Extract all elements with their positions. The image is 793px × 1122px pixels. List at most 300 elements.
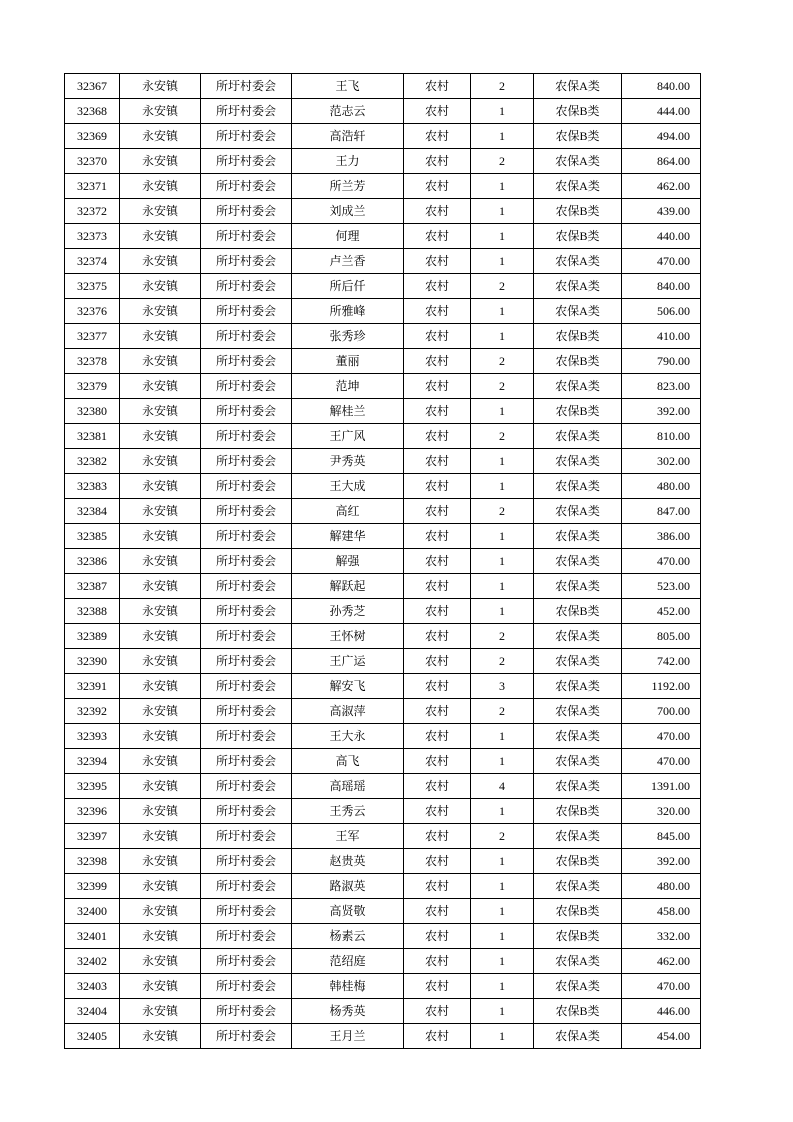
cell-count: 1 (471, 124, 534, 149)
cell-count: 4 (471, 774, 534, 799)
cell-amount: 1192.00 (622, 674, 701, 699)
table-row (65, 124, 701, 149)
cell-id: 32388 (65, 599, 120, 624)
cell-amount: 470.00 (622, 974, 701, 999)
cell-residence: 农村 (404, 199, 471, 224)
cell-amount: 845.00 (622, 824, 701, 849)
cell-town: 永安镇 (120, 299, 201, 324)
cell-town: 永安镇 (120, 849, 201, 874)
cell-village: 所圩村委会 (201, 149, 292, 174)
cell-town: 永安镇 (120, 824, 201, 849)
cell-town: 永安镇 (120, 874, 201, 899)
cell-residence: 农村 (404, 474, 471, 499)
cell-id: 32377 (65, 324, 120, 349)
cell-category: 农保A类 (534, 249, 622, 274)
cell-village: 所圩村委会 (201, 74, 292, 99)
table-row (65, 574, 701, 599)
cell-name: 杨素云 (292, 924, 404, 949)
table-row (65, 324, 701, 349)
cell-category: 农保A类 (534, 374, 622, 399)
table-row (65, 899, 701, 924)
cell-id: 32371 (65, 174, 120, 199)
cell-village: 所圩村委会 (201, 374, 292, 399)
cell-id: 32372 (65, 199, 120, 224)
cell-name: 解安飞 (292, 674, 404, 699)
cell-count: 2 (471, 624, 534, 649)
cell-id: 32380 (65, 399, 120, 424)
cell-name: 范坤 (292, 374, 404, 399)
table-row (65, 524, 701, 549)
cell-residence: 农村 (404, 424, 471, 449)
cell-residence: 农村 (404, 274, 471, 299)
cell-village: 所圩村委会 (201, 199, 292, 224)
cell-count: 1 (471, 799, 534, 824)
cell-residence: 农村 (404, 574, 471, 599)
cell-category: 农保B类 (534, 224, 622, 249)
cell-count: 1 (471, 524, 534, 549)
cell-category: 农保A类 (534, 449, 622, 474)
cell-amount: 386.00 (622, 524, 701, 549)
cell-id: 32379 (65, 374, 120, 399)
cell-residence: 农村 (404, 674, 471, 699)
cell-id: 32367 (65, 74, 120, 99)
cell-residence: 农村 (404, 724, 471, 749)
cell-amount: 454.00 (622, 1024, 701, 1049)
cell-village: 所圩村委会 (201, 949, 292, 974)
cell-town: 永安镇 (120, 124, 201, 149)
cell-village: 所圩村委会 (201, 849, 292, 874)
cell-id: 32399 (65, 874, 120, 899)
cell-village: 所圩村委会 (201, 774, 292, 799)
cell-name: 高贤敬 (292, 899, 404, 924)
cell-category: 农保A类 (534, 724, 622, 749)
cell-count: 1 (471, 849, 534, 874)
cell-residence: 农村 (404, 799, 471, 824)
cell-count: 1 (471, 474, 534, 499)
cell-id: 32405 (65, 1024, 120, 1049)
cell-category: 农保A类 (534, 699, 622, 724)
cell-town: 永安镇 (120, 924, 201, 949)
cell-id: 32400 (65, 899, 120, 924)
cell-name: 范绍庭 (292, 949, 404, 974)
cell-amount: 700.00 (622, 699, 701, 724)
cell-count: 2 (471, 74, 534, 99)
cell-count: 2 (471, 699, 534, 724)
cell-category: 农保A类 (534, 574, 622, 599)
cell-residence: 农村 (404, 449, 471, 474)
cell-residence: 农村 (404, 149, 471, 174)
cell-town: 永安镇 (120, 74, 201, 99)
cell-category: 农保A类 (534, 474, 622, 499)
cell-name: 解桂兰 (292, 399, 404, 424)
cell-name: 王秀云 (292, 799, 404, 824)
cell-village: 所圩村委会 (201, 699, 292, 724)
cell-residence: 农村 (404, 174, 471, 199)
cell-residence: 农村 (404, 749, 471, 774)
cell-count: 1 (471, 199, 534, 224)
cell-count: 1 (471, 749, 534, 774)
cell-category: 农保B类 (534, 399, 622, 424)
cell-amount: 480.00 (622, 874, 701, 899)
cell-village: 所圩村委会 (201, 1024, 292, 1049)
cell-category: 农保A类 (534, 299, 622, 324)
table-row (65, 799, 701, 824)
cell-name: 王怀树 (292, 624, 404, 649)
cell-town: 永安镇 (120, 649, 201, 674)
cell-count: 1 (471, 949, 534, 974)
table-row (65, 674, 701, 699)
cell-amount: 446.00 (622, 999, 701, 1024)
cell-name: 何理 (292, 224, 404, 249)
cell-residence: 农村 (404, 224, 471, 249)
cell-id: 32386 (65, 549, 120, 574)
cell-town: 永安镇 (120, 249, 201, 274)
cell-id: 32382 (65, 449, 120, 474)
cell-amount: 320.00 (622, 799, 701, 824)
cell-id: 32395 (65, 774, 120, 799)
cell-count: 1 (471, 99, 534, 124)
cell-name: 高浩轩 (292, 124, 404, 149)
cell-count: 1 (471, 599, 534, 624)
table-row (65, 649, 701, 674)
cell-name: 高飞 (292, 749, 404, 774)
cell-village: 所圩村委会 (201, 899, 292, 924)
cell-amount: 462.00 (622, 174, 701, 199)
cell-amount: 444.00 (622, 99, 701, 124)
cell-name: 路淑英 (292, 874, 404, 899)
cell-category: 农保B类 (534, 99, 622, 124)
cell-name: 王力 (292, 149, 404, 174)
cell-category: 农保A类 (534, 424, 622, 449)
cell-count: 1 (471, 974, 534, 999)
cell-category: 农保B类 (534, 924, 622, 949)
cell-category: 农保A类 (534, 624, 622, 649)
cell-count: 2 (471, 499, 534, 524)
cell-town: 永安镇 (120, 374, 201, 399)
cell-town: 永安镇 (120, 624, 201, 649)
cell-residence: 农村 (404, 549, 471, 574)
cell-id: 32391 (65, 674, 120, 699)
cell-category: 农保A类 (534, 499, 622, 524)
table-row (65, 174, 701, 199)
table-row (65, 499, 701, 524)
cell-village: 所圩村委会 (201, 724, 292, 749)
cell-amount: 742.00 (622, 649, 701, 674)
cell-village: 所圩村委会 (201, 749, 292, 774)
cell-town: 永安镇 (120, 999, 201, 1024)
cell-village: 所圩村委会 (201, 224, 292, 249)
cell-town: 永安镇 (120, 399, 201, 424)
cell-village: 所圩村委会 (201, 524, 292, 549)
cell-residence: 农村 (404, 524, 471, 549)
cell-amount: 480.00 (622, 474, 701, 499)
cell-name: 赵贵英 (292, 849, 404, 874)
cell-id: 32373 (65, 224, 120, 249)
table-row (65, 974, 701, 999)
cell-town: 永安镇 (120, 324, 201, 349)
cell-name: 王飞 (292, 74, 404, 99)
cell-count: 1 (471, 574, 534, 599)
cell-name: 解建华 (292, 524, 404, 549)
cell-id: 32385 (65, 524, 120, 549)
cell-village: 所圩村委会 (201, 874, 292, 899)
cell-category: 农保A类 (534, 149, 622, 174)
cell-name: 尹秀英 (292, 449, 404, 474)
cell-amount: 1391.00 (622, 774, 701, 799)
cell-town: 永安镇 (120, 174, 201, 199)
cell-residence: 农村 (404, 99, 471, 124)
cell-name: 解强 (292, 549, 404, 574)
cell-category: 农保A类 (534, 74, 622, 99)
cell-id: 32401 (65, 924, 120, 949)
cell-amount: 810.00 (622, 424, 701, 449)
cell-residence: 农村 (404, 924, 471, 949)
cell-residence: 农村 (404, 124, 471, 149)
cell-id: 32370 (65, 149, 120, 174)
table-row (65, 549, 701, 574)
cell-amount: 462.00 (622, 949, 701, 974)
cell-village: 所圩村委会 (201, 99, 292, 124)
table-row (65, 74, 701, 99)
cell-town: 永安镇 (120, 449, 201, 474)
cell-count: 1 (471, 249, 534, 274)
cell-amount: 823.00 (622, 374, 701, 399)
cell-village: 所圩村委会 (201, 174, 292, 199)
cell-name: 卢兰香 (292, 249, 404, 274)
cell-residence: 农村 (404, 349, 471, 374)
cell-category: 农保A类 (534, 749, 622, 774)
cell-residence: 农村 (404, 774, 471, 799)
table-row (65, 1024, 701, 1049)
cell-id: 32392 (65, 699, 120, 724)
table-row (65, 224, 701, 249)
cell-amount: 410.00 (622, 324, 701, 349)
cell-amount: 847.00 (622, 499, 701, 524)
cell-residence: 农村 (404, 649, 471, 674)
cell-amount: 452.00 (622, 599, 701, 624)
cell-village: 所圩村委会 (201, 599, 292, 624)
cell-village: 所圩村委会 (201, 549, 292, 574)
table-row (65, 399, 701, 424)
table-row (65, 774, 701, 799)
cell-village: 所圩村委会 (201, 999, 292, 1024)
cell-town: 永安镇 (120, 724, 201, 749)
cell-amount: 840.00 (622, 274, 701, 299)
table-row (65, 999, 701, 1024)
cell-count: 1 (471, 1024, 534, 1049)
cell-residence: 农村 (404, 324, 471, 349)
cell-town: 永安镇 (120, 499, 201, 524)
cell-name: 高淑萍 (292, 699, 404, 724)
cell-residence: 农村 (404, 899, 471, 924)
cell-town: 永安镇 (120, 674, 201, 699)
cell-category: 农保B类 (534, 199, 622, 224)
cell-category: 农保B类 (534, 349, 622, 374)
table-row (65, 924, 701, 949)
cell-residence: 农村 (404, 499, 471, 524)
cell-id: 32384 (65, 499, 120, 524)
cell-residence: 农村 (404, 874, 471, 899)
cell-name: 王广风 (292, 424, 404, 449)
cell-name: 解跃起 (292, 574, 404, 599)
cell-id: 32397 (65, 824, 120, 849)
cell-name: 高瑶瑶 (292, 774, 404, 799)
cell-id: 32402 (65, 949, 120, 974)
cell-residence: 农村 (404, 824, 471, 849)
cell-town: 永安镇 (120, 349, 201, 374)
table-row (65, 424, 701, 449)
cell-town: 永安镇 (120, 549, 201, 574)
table-row (65, 474, 701, 499)
cell-village: 所圩村委会 (201, 449, 292, 474)
cell-name: 王大成 (292, 474, 404, 499)
cell-village: 所圩村委会 (201, 624, 292, 649)
cell-village: 所圩村委会 (201, 124, 292, 149)
cell-id: 32403 (65, 974, 120, 999)
cell-amount: 392.00 (622, 849, 701, 874)
cell-count: 2 (471, 274, 534, 299)
cell-count: 1 (471, 324, 534, 349)
cell-count: 1 (471, 874, 534, 899)
table-row (65, 449, 701, 474)
cell-residence: 农村 (404, 699, 471, 724)
cell-category: 农保A类 (534, 649, 622, 674)
cell-category: 农保A类 (534, 774, 622, 799)
table-row (65, 599, 701, 624)
cell-count: 2 (471, 349, 534, 374)
cell-category: 农保A类 (534, 524, 622, 549)
table-row (65, 99, 701, 124)
cell-count: 2 (471, 374, 534, 399)
cell-village: 所圩村委会 (201, 324, 292, 349)
cell-count: 1 (471, 449, 534, 474)
cell-category: 农保B类 (534, 124, 622, 149)
cell-count: 1 (471, 999, 534, 1024)
cell-count: 2 (471, 649, 534, 674)
cell-amount: 458.00 (622, 899, 701, 924)
cell-town: 永安镇 (120, 574, 201, 599)
cell-amount: 864.00 (622, 149, 701, 174)
cell-count: 1 (471, 399, 534, 424)
cell-name: 杨秀英 (292, 999, 404, 1024)
cell-category: 农保A类 (534, 824, 622, 849)
cell-count: 1 (471, 724, 534, 749)
cell-id: 32374 (65, 249, 120, 274)
cell-name: 范志云 (292, 99, 404, 124)
cell-village: 所圩村委会 (201, 824, 292, 849)
cell-residence: 农村 (404, 374, 471, 399)
cell-amount: 805.00 (622, 624, 701, 649)
cell-count: 1 (471, 299, 534, 324)
cell-amount: 302.00 (622, 449, 701, 474)
cell-village: 所圩村委会 (201, 924, 292, 949)
cell-count: 3 (471, 674, 534, 699)
cell-id: 32387 (65, 574, 120, 599)
table-row (65, 724, 701, 749)
cell-category: 农保A类 (534, 174, 622, 199)
cell-town: 永安镇 (120, 699, 201, 724)
cell-town: 永安镇 (120, 974, 201, 999)
cell-residence: 农村 (404, 74, 471, 99)
cell-id: 32394 (65, 749, 120, 774)
cell-village: 所圩村委会 (201, 974, 292, 999)
cell-id: 32404 (65, 999, 120, 1024)
cell-id: 32368 (65, 99, 120, 124)
table-row (65, 249, 701, 274)
cell-id: 32396 (65, 799, 120, 824)
table-row (65, 199, 701, 224)
cell-amount: 790.00 (622, 349, 701, 374)
pension-records-table (64, 73, 701, 1049)
cell-id: 32369 (65, 124, 120, 149)
cell-category: 农保B类 (534, 849, 622, 874)
cell-amount: 840.00 (622, 74, 701, 99)
cell-id: 32381 (65, 424, 120, 449)
cell-id: 32393 (65, 724, 120, 749)
cell-amount: 470.00 (622, 724, 701, 749)
cell-name: 王月兰 (292, 1024, 404, 1049)
cell-name: 孙秀芝 (292, 599, 404, 624)
cell-count: 1 (471, 549, 534, 574)
cell-village: 所圩村委会 (201, 349, 292, 374)
table-row (65, 824, 701, 849)
cell-name: 所后仟 (292, 274, 404, 299)
cell-village: 所圩村委会 (201, 249, 292, 274)
cell-id: 32398 (65, 849, 120, 874)
table-row (65, 149, 701, 174)
cell-town: 永安镇 (120, 599, 201, 624)
cell-town: 永安镇 (120, 899, 201, 924)
cell-amount: 392.00 (622, 399, 701, 424)
table-row (65, 624, 701, 649)
cell-town: 永安镇 (120, 949, 201, 974)
cell-name: 董丽 (292, 349, 404, 374)
cell-amount: 332.00 (622, 924, 701, 949)
cell-amount: 506.00 (622, 299, 701, 324)
cell-amount: 523.00 (622, 574, 701, 599)
cell-residence: 农村 (404, 399, 471, 424)
cell-name: 所雅峰 (292, 299, 404, 324)
cell-name: 高红 (292, 499, 404, 524)
cell-village: 所圩村委会 (201, 299, 292, 324)
cell-amount: 494.00 (622, 124, 701, 149)
cell-id: 32376 (65, 299, 120, 324)
cell-name: 韩桂梅 (292, 974, 404, 999)
cell-category: 农保A类 (534, 874, 622, 899)
cell-count: 2 (471, 424, 534, 449)
table-row (65, 849, 701, 874)
table-row (65, 274, 701, 299)
cell-name: 刘成兰 (292, 199, 404, 224)
cell-village: 所圩村委会 (201, 499, 292, 524)
table-row (65, 299, 701, 324)
cell-category: 农保A类 (534, 549, 622, 574)
cell-residence: 农村 (404, 974, 471, 999)
cell-amount: 440.00 (622, 224, 701, 249)
cell-village: 所圩村委会 (201, 399, 292, 424)
cell-category: 农保A类 (534, 674, 622, 699)
cell-category: 农保A类 (534, 1024, 622, 1049)
cell-id: 32383 (65, 474, 120, 499)
cell-id: 32390 (65, 649, 120, 674)
cell-count: 2 (471, 149, 534, 174)
cell-count: 1 (471, 224, 534, 249)
cell-village: 所圩村委会 (201, 799, 292, 824)
cell-amount: 470.00 (622, 249, 701, 274)
cell-town: 永安镇 (120, 274, 201, 299)
table-row (65, 349, 701, 374)
cell-village: 所圩村委会 (201, 649, 292, 674)
